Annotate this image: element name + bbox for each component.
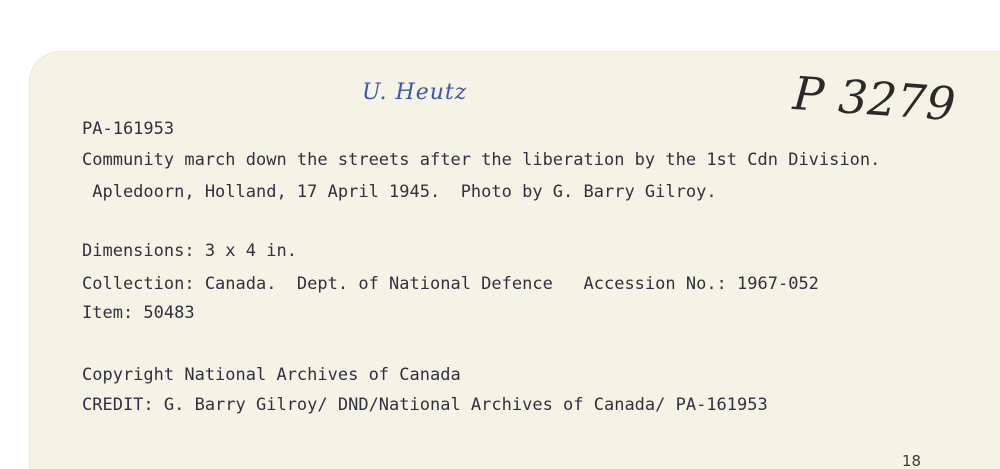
credit-line: CREDIT: G. Barry Gilroy/ DND/National Archives of Canada/ PA-161953: [82, 395, 768, 415]
item-line: Item: 50483: [82, 303, 195, 323]
collection-line: Collection: Canada. Dept. of National Defence Accession No.: 1967-052: [82, 274, 819, 294]
handwritten-name: U. Heutz: [362, 80, 468, 105]
caption-line-1: Community march down the streets after the liberation by the 1st Cdn Division.: [82, 150, 881, 170]
dimensions-line: Dimensions: 3 x 4 in.: [82, 241, 297, 261]
record-id: PA-161953: [82, 119, 175, 139]
handwritten-number: P 3279: [791, 66, 958, 132]
caption-line-2: Apledoorn, Holland, 17 April 1945. Photo by G. Barry Gilroy.: [82, 182, 717, 202]
copyright-line: Copyright National Archives of Canada: [82, 365, 461, 385]
corner-mark: 18: [902, 452, 922, 469]
